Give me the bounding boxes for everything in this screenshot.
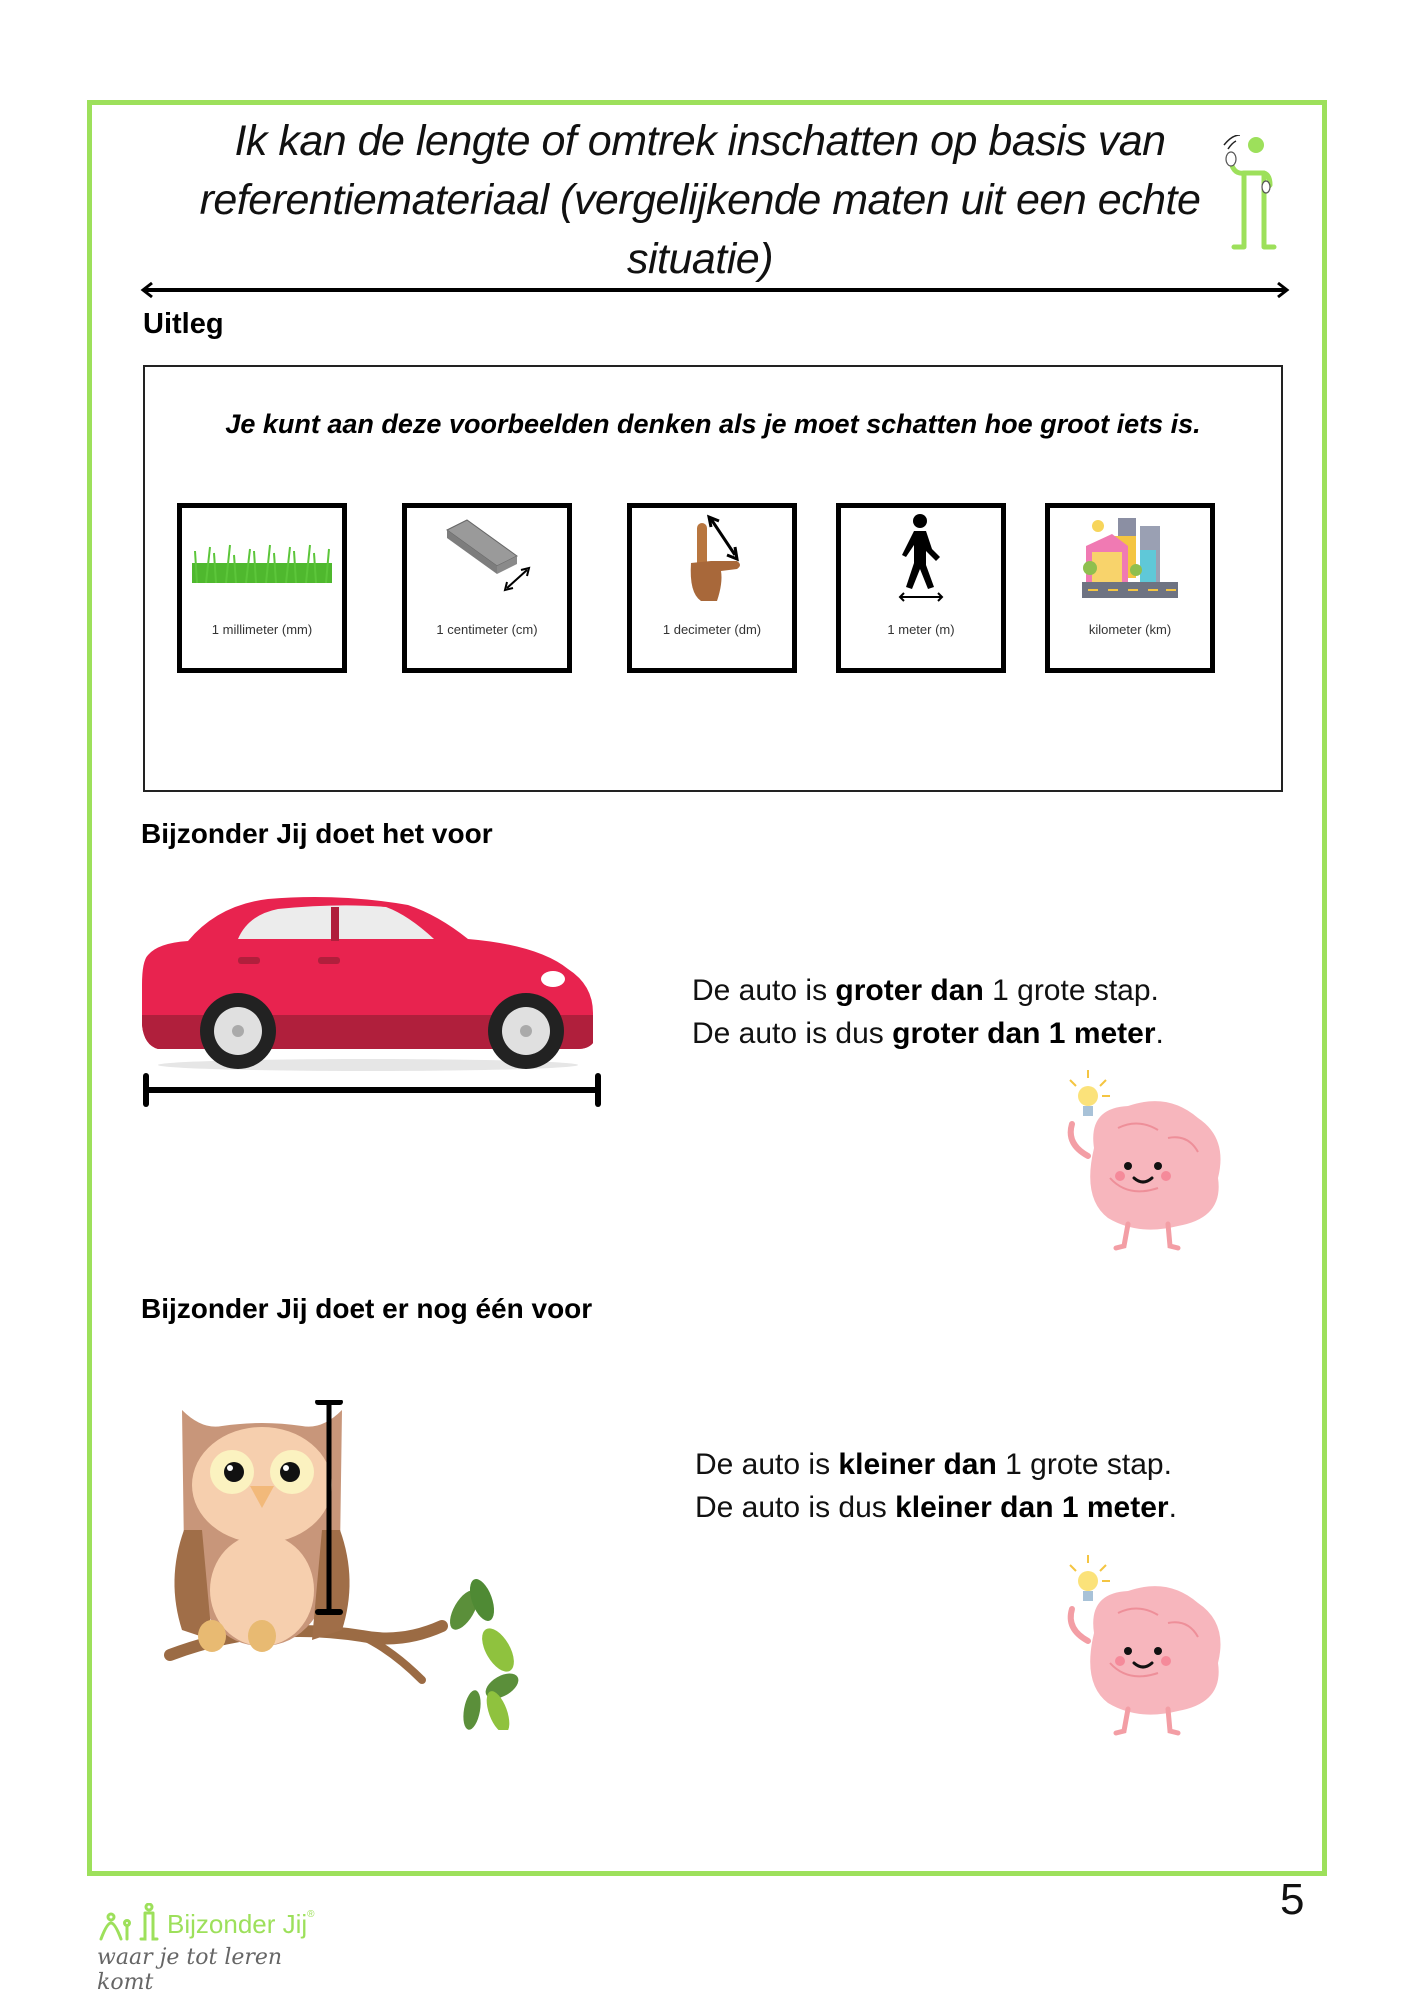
car-illustration <box>138 895 603 1110</box>
logo-brand-text: Bijzonder Jij <box>167 1909 308 1939</box>
text-part: De auto is dus <box>695 1491 896 1524</box>
examples-subtitle: Je kunt aan deze voorbeelden denken als je moet schatten hoe groot iets is. <box>225 409 1201 439</box>
card-label: 1 millimeter (mm) <box>211 622 313 637</box>
example1-heading: Bijzonder Jij doet het voor <box>141 818 493 849</box>
card-label: 1 decimeter (dm) <box>662 622 762 637</box>
example2-line2 <box>695 1486 1177 1529</box>
title-line: situatie) <box>626 235 774 283</box>
text-part: De auto is dus <box>692 1017 893 1050</box>
text-part: De auto is <box>695 1448 839 1481</box>
page-number: 5 <box>1280 1875 1305 1924</box>
text-bold: groter dan 1 meter <box>892 1017 1156 1050</box>
reference-card-dm <box>627 503 797 673</box>
example2-sentences <box>695 1443 1177 1529</box>
reference-card-m <box>836 503 1006 673</box>
text-part: . <box>1155 1017 1164 1050</box>
example2-line1 <box>695 1443 1177 1486</box>
grass-icon <box>192 533 332 583</box>
example1-sentences <box>692 969 1164 1055</box>
double-arrow-divider <box>140 280 1290 300</box>
page-title <box>180 112 1220 289</box>
reference-card-cm <box>402 503 572 673</box>
brain-mascot-icon <box>1058 1068 1228 1253</box>
text-part: 1 grote stap. <box>996 1448 1172 1481</box>
example1-line1 <box>692 969 1164 1012</box>
bijzonder-jij-logo <box>95 1895 325 1995</box>
uitleg-heading: Uitleg <box>143 308 224 340</box>
example2-heading: Bijzonder Jij doet er nog één voor <box>141 1293 593 1324</box>
logo-tagline: waar je tot leren komt <box>97 1945 283 1995</box>
owl-illustration <box>162 1400 542 1730</box>
logo-brand <box>167 1909 315 1940</box>
card-label: 1 centimeter (cm) <box>436 622 538 637</box>
title-line: referentiemateriaal (vergelijkende maten uit een echte <box>199 176 1201 224</box>
text-part: 1 grote stap. <box>983 974 1159 1007</box>
brain-mascot-icon <box>1058 1553 1228 1738</box>
text-bold: kleiner dan 1 meter <box>895 1491 1169 1524</box>
logo-registered-mark: ® <box>307 1909 315 1920</box>
city-icon <box>1082 516 1178 600</box>
examples-box <box>143 365 1283 792</box>
reference-card-mm <box>177 503 347 673</box>
card-label: kilometer (km) <box>1088 622 1172 637</box>
logo-figures-icon <box>97 1903 165 1943</box>
text-part: De auto is <box>692 974 836 1007</box>
title-line: Ik kan de lengte of omtrek inschatten op basis van <box>234 117 1166 165</box>
pointing-figure-icon <box>1218 135 1288 255</box>
card-label: 1 meter (m) <box>887 622 955 637</box>
example1-line2 <box>692 1012 1164 1055</box>
text-bold: kleiner dan <box>838 1448 997 1481</box>
walking-person-icon <box>886 513 956 603</box>
staples-icon <box>437 518 537 598</box>
hand-icon <box>667 513 757 603</box>
text-bold: groter dan <box>835 974 984 1007</box>
reference-card-km <box>1045 503 1215 673</box>
text-part: . <box>1168 1491 1177 1524</box>
